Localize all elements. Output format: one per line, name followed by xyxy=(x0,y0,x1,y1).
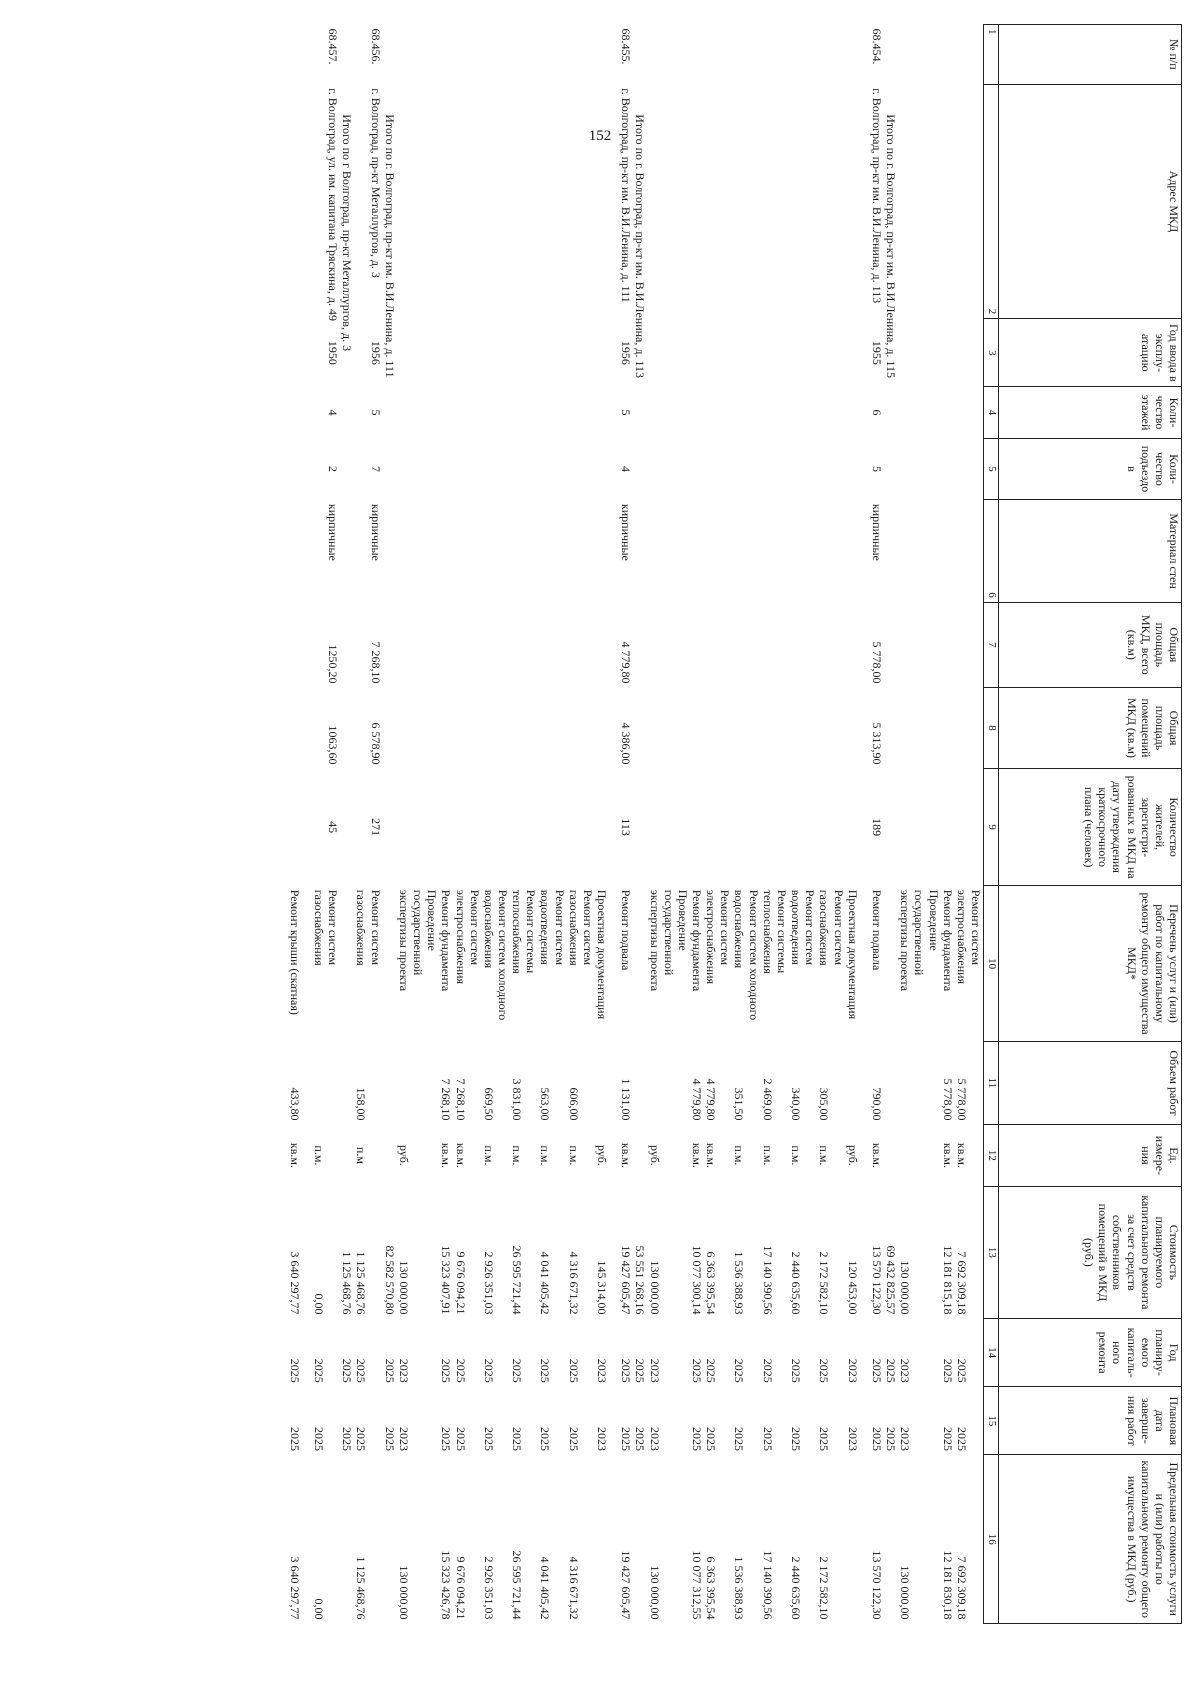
unit: руб. xyxy=(595,1145,610,1166)
repair-cost: 9 676 094,21 xyxy=(453,1251,468,1315)
completion-year: 2025 xyxy=(439,1426,454,1451)
repair-year: 2025 xyxy=(704,1358,719,1383)
repair-year: 2025 xyxy=(869,1358,884,1383)
total-label: Итого по г Волгоград, пр-кт Металлургов, д. 3 xyxy=(340,114,355,352)
total-row xyxy=(884,25,898,1624)
repair-cost: 2 440 635,60 xyxy=(789,1251,804,1315)
repair-cost: 13 570 122,30 xyxy=(869,1245,884,1315)
work-name: Ремонт систем газоснабжения xyxy=(817,889,846,966)
total-cost: 53 551 268,16 xyxy=(633,1245,648,1315)
total-area: 7 268,10 xyxy=(368,641,383,684)
column-number: 5 xyxy=(984,438,999,500)
row-number: 68.457. xyxy=(326,28,341,65)
repair-cost: 1 536 388,93 xyxy=(732,1251,747,1315)
floors: 5 xyxy=(619,409,634,416)
capital-repair-table xyxy=(288,24,1182,1624)
completion-year: 2023 xyxy=(396,1426,411,1451)
limit-cost: 6 363 395,54 xyxy=(704,1556,719,1620)
table-row xyxy=(354,25,382,1624)
repair-year: 2023 xyxy=(647,1358,662,1383)
unit: п.м. xyxy=(481,1145,496,1166)
repair-cost: 26 595 721,44 xyxy=(510,1245,525,1315)
work-name: Ремонт систем газоснабжения xyxy=(354,889,383,966)
table-row xyxy=(647,25,689,1624)
work-name: Проектная документация xyxy=(845,889,860,1020)
table-row xyxy=(510,25,538,1624)
repair-year: 2025 xyxy=(940,1358,955,1383)
column-number: 4 xyxy=(984,387,999,438)
column-header: Общая площадь помещений МКД (кв.м) xyxy=(999,687,1182,768)
total-cost: 82 582 570,80 xyxy=(382,1245,397,1315)
repair-cost: 130 000,00 xyxy=(647,1260,662,1315)
completion-year: 2025 xyxy=(566,1426,581,1451)
work-volume: 606,00 xyxy=(566,1087,581,1121)
column-number: 1 xyxy=(984,25,999,85)
unit: кв.м. xyxy=(954,1142,969,1168)
limit-cost: 1 536 388,93 xyxy=(732,1556,747,1620)
column-number: 8 xyxy=(984,687,999,768)
table-row xyxy=(453,25,481,1624)
floors: 4 xyxy=(326,409,341,416)
limit-cost: 9 676 094,21 xyxy=(453,1556,468,1620)
repair-year: 2023 xyxy=(845,1358,860,1383)
repair-year: 2025 xyxy=(789,1358,804,1383)
column-number: 2 xyxy=(984,84,999,319)
completion-year: 2025 xyxy=(481,1426,496,1451)
completion-year: 2025 xyxy=(453,1426,468,1451)
repair-cost: 4 041 405,42 xyxy=(538,1251,553,1315)
work-volume: 1 131,00 xyxy=(619,1078,634,1121)
limit-cost: 0,00 xyxy=(311,1598,326,1620)
total-area: 4 779,80 xyxy=(619,641,634,684)
repair-year: 2025 xyxy=(538,1358,553,1383)
rotated-page xyxy=(32,24,1182,1624)
table-row xyxy=(439,25,453,1624)
table-row xyxy=(898,25,940,1624)
completion-year: 2025 xyxy=(510,1426,525,1451)
table-row xyxy=(817,25,845,1624)
column-header: Плановая дата заверше-ния работ xyxy=(999,1387,1182,1455)
completion-year: 2025 xyxy=(538,1426,553,1451)
completion-year: 2025 xyxy=(954,1426,969,1451)
repair-cost: 0,00 xyxy=(311,1293,326,1315)
row-number: 68.456. xyxy=(368,28,383,65)
column-number: 7 xyxy=(984,602,999,687)
wall-material: кирпичные xyxy=(326,503,341,561)
repair-cost: 6 363 395,54 xyxy=(704,1251,719,1315)
repair-cost: 130 000,00 xyxy=(898,1260,913,1315)
repair-year: 2025 xyxy=(954,1358,969,1383)
column-number: 16 xyxy=(984,1455,999,1624)
repair-year: 2025 xyxy=(619,1358,634,1383)
unit: руб. xyxy=(845,1145,860,1166)
total-label: Итого по г. Волгоград, пр-кт им. В.И.Ленина, д. 115 xyxy=(884,114,899,379)
year-built: 1956 xyxy=(619,340,634,365)
total-row xyxy=(633,25,647,1624)
column-header: № п/п xyxy=(999,25,1182,85)
work-name: Ремонт систем газоснабжения xyxy=(311,889,341,966)
unit: п.м. xyxy=(789,1145,804,1166)
limit-cost: 13 570 122,30 xyxy=(869,1550,884,1620)
completion-year: 2025 xyxy=(287,1426,302,1451)
column-header: Коли-чество этажей xyxy=(999,387,1182,438)
unit: кв.м. xyxy=(704,1142,719,1168)
residents: 45 xyxy=(326,821,341,834)
completion-year: 2025 xyxy=(760,1426,775,1451)
table-row xyxy=(482,25,510,1624)
limit-cost: 130 000,00 xyxy=(898,1565,913,1620)
work-volume: 7 268,10 xyxy=(439,1078,454,1121)
completion-year: 2025 xyxy=(817,1426,832,1451)
repair-cost: 2 172 582,10 xyxy=(817,1251,832,1315)
total-cost: 69 432 825,57 xyxy=(884,1245,899,1315)
unit: п.м. xyxy=(760,1145,775,1166)
repair-cost: 12 181 815,18 xyxy=(940,1245,955,1315)
work-name: Ремонт систем электроснабжения xyxy=(453,889,482,985)
wall-material: кирпичные xyxy=(368,503,383,561)
work-name: Ремонт систем газоснабжения xyxy=(566,889,595,966)
column-number: 12 xyxy=(984,1125,999,1187)
completion-year: 2025 xyxy=(340,1426,355,1451)
repair-year: 2025 xyxy=(311,1358,326,1383)
repair-year: 2025 xyxy=(287,1358,302,1383)
completion-year: 2025 xyxy=(940,1426,955,1451)
repair-cost: 145 314,00 xyxy=(595,1260,610,1315)
repair-year: 2025 xyxy=(760,1358,775,1383)
column-number: 3 xyxy=(984,319,999,387)
column-header: Перечень услуг и (или) работ по капитальному ремонту общего имущества МКД* xyxy=(999,886,1182,1042)
row-number: 68.454. xyxy=(869,28,884,65)
year-built: 1955 xyxy=(869,340,884,365)
unit: п.м xyxy=(354,1146,369,1164)
completion-year: 2023 xyxy=(595,1426,610,1451)
premises-area: 4 386,00 xyxy=(619,722,634,765)
repair-cost: 10 077 300,14 xyxy=(690,1245,705,1315)
table-row xyxy=(761,25,789,1624)
total-row xyxy=(340,25,354,1624)
completion-year: 2025 xyxy=(704,1426,719,1451)
repair-year: 2025 xyxy=(382,1358,397,1383)
unit: кв.м. xyxy=(453,1142,468,1168)
unit: кв.м. xyxy=(287,1142,302,1168)
limit-cost: 2 172 582,10 xyxy=(817,1556,832,1620)
work-volume: 3 831,00 xyxy=(510,1078,525,1121)
year-built: 1956 xyxy=(368,340,383,365)
column-number: 15 xyxy=(984,1387,999,1455)
premises-area: 1063,60 xyxy=(326,725,341,765)
total-area: 5 778,00 xyxy=(869,641,884,684)
table-row xyxy=(619,25,633,1624)
table-row xyxy=(312,25,340,1624)
work-name: Проведение государственной экспертизы проекта xyxy=(396,889,440,992)
building-address: г. Волгоград, ул. им. капитана Тряскина, д. 49 xyxy=(326,88,341,321)
repair-cost: 19 427 605,47 xyxy=(619,1245,634,1315)
repair-year: 2025 xyxy=(453,1358,468,1383)
repair-cost: 7 692 309,18 xyxy=(954,1251,969,1315)
completion-year: 2023 xyxy=(898,1426,913,1451)
column-number: 11 xyxy=(984,1041,999,1124)
column-number: 14 xyxy=(984,1319,999,1387)
repair-year: 2025 xyxy=(481,1358,496,1383)
completion-year: 2025 xyxy=(633,1426,648,1451)
completion-year: 2025 xyxy=(382,1426,397,1451)
column-header: Год планиру-емого капиталь-ного ремонта xyxy=(999,1319,1182,1387)
limit-cost: 19 427 605,47 xyxy=(619,1550,634,1620)
repair-year: 2025 xyxy=(354,1358,369,1383)
work-name: Проектная документация xyxy=(595,889,610,1020)
completion-year: 2025 xyxy=(311,1426,326,1451)
limit-cost: 17 140 390,56 xyxy=(760,1550,775,1620)
work-volume: 351,50 xyxy=(732,1087,747,1121)
column-number: 10 xyxy=(984,886,999,1042)
unit: п.м. xyxy=(538,1145,553,1166)
repair-year: 2025 xyxy=(690,1358,705,1383)
repair-year: 2025 xyxy=(566,1358,581,1383)
building-address: г. Волгоград, пр-кт им. В.И.Ленина, д. 111 xyxy=(619,88,634,303)
limit-cost: 130 000,00 xyxy=(647,1565,662,1620)
unit: п.м. xyxy=(311,1145,326,1166)
repair-year: 2025 xyxy=(510,1358,525,1383)
repair-cost: 120 453,00 xyxy=(845,1260,860,1315)
column-header: Стоимость планируемого капитального ремонта за счет средств собственников помещений в МКД (руб.) xyxy=(999,1186,1182,1318)
completion-year: 2025 xyxy=(869,1426,884,1451)
column-number: 13 xyxy=(984,1186,999,1318)
table-header-row xyxy=(999,25,1182,1624)
completion-year: 2025 xyxy=(690,1426,705,1451)
work-volume: 7 268,10 xyxy=(453,1078,468,1121)
completion-year: 2025 xyxy=(884,1426,899,1451)
repair-year: 2025 xyxy=(732,1358,747,1383)
repair-cost: 17 140 390,56 xyxy=(760,1245,775,1315)
table-row xyxy=(955,25,984,1624)
repair-cost: 1 125 468,76 xyxy=(354,1251,369,1315)
repair-year: 2025 xyxy=(633,1358,648,1383)
limit-cost: 12 181 830,18 xyxy=(940,1550,955,1620)
repair-cost: 2 926 351,03 xyxy=(481,1251,496,1315)
unit: руб. xyxy=(647,1145,662,1166)
wall-material: кирпичные xyxy=(619,503,634,561)
column-number: 6 xyxy=(984,500,999,602)
work-name: Ремонт систем холодного водоснабжения xyxy=(732,889,761,1021)
repair-year: 2025 xyxy=(340,1358,355,1383)
work-volume: 5 778,00 xyxy=(940,1078,955,1121)
repair-year: 2023 xyxy=(898,1358,913,1383)
entrances: 2 xyxy=(326,465,341,472)
limit-cost: 3 640 297,77 xyxy=(287,1556,302,1620)
building-address: г. Волгоград, пр-кт им. В.И.Ленина, д. 113 xyxy=(869,88,884,304)
column-header: Материал стен xyxy=(999,500,1182,602)
floors: 6 xyxy=(869,409,884,416)
table-row xyxy=(567,25,595,1624)
limit-cost: 2 926 351,03 xyxy=(481,1556,496,1620)
unit: п.м. xyxy=(732,1145,747,1166)
work-name: Ремонт систем холодного водоснабжения xyxy=(481,889,510,1021)
column-header: Год ввода в эксплу-атацию xyxy=(999,319,1182,387)
table-row xyxy=(870,25,884,1624)
residents: 189 xyxy=(869,818,884,837)
work-name: Ремонт крыши (скатная) xyxy=(287,889,302,1015)
column-number: 9 xyxy=(984,769,999,886)
work-name: Ремонт системы теплоснабжения xyxy=(760,889,789,974)
unit: п.м. xyxy=(566,1145,581,1166)
limit-cost: 26 595 721,44 xyxy=(510,1550,525,1620)
work-volume: 433,80 xyxy=(287,1087,302,1121)
unit: кв.м. xyxy=(439,1142,454,1168)
unit: кв.м. xyxy=(940,1142,955,1168)
work-volume: 340,00 xyxy=(789,1087,804,1121)
residents: 271 xyxy=(368,818,383,837)
total-cost: 1 125 468,76 xyxy=(340,1251,355,1315)
column-header: Предельная стоимость услуги и (или) работы по капитальному ремонту общего имущества в МКД (руб.) xyxy=(999,1455,1182,1624)
repair-year: 2023 xyxy=(396,1358,411,1383)
repair-cost: 15 323 407,91 xyxy=(439,1245,454,1315)
completion-year: 2023 xyxy=(845,1426,860,1451)
limit-cost: 2 440 635,60 xyxy=(789,1556,804,1620)
table-row xyxy=(397,25,439,1624)
completion-year: 2025 xyxy=(619,1426,634,1451)
total-label: Итого по г. Волгоград, пр-кт им. В.И.Ленина, д. 113 xyxy=(633,114,648,379)
limit-cost: 4 316 671,32 xyxy=(566,1556,581,1620)
work-name: Ремонт подвала xyxy=(869,889,884,971)
work-name: Ремонт фундамента xyxy=(690,889,705,992)
unit: п.м. xyxy=(510,1145,525,1166)
work-name: Ремонт систем водоотведения xyxy=(538,889,567,966)
premises-area: 5 313,90 xyxy=(869,722,884,765)
table-row xyxy=(732,25,760,1624)
column-header: Коли-чество подъездо в xyxy=(999,438,1182,500)
unit: кв.м. xyxy=(869,1142,884,1168)
column-header: Адрес МКД xyxy=(999,84,1182,319)
limit-cost: 7 692 309,18 xyxy=(954,1556,969,1620)
building-address: г. Волгоград, пр-кт Металлургов, д. 3 xyxy=(368,88,383,278)
work-volume: 2 469,00 xyxy=(760,1078,775,1121)
repair-year: 2025 xyxy=(439,1358,454,1383)
table-row xyxy=(595,25,619,1624)
table-row xyxy=(846,25,870,1624)
limit-cost: 15 323 426,78 xyxy=(439,1550,454,1620)
table-row xyxy=(789,25,817,1624)
work-volume: 790,00 xyxy=(869,1087,884,1121)
repair-cost: 3 640 297,77 xyxy=(287,1251,302,1315)
page-number: 152 xyxy=(588,128,612,144)
table-row xyxy=(690,25,704,1624)
completion-year: 2025 xyxy=(789,1426,804,1451)
work-name: Ремонт системы теплоснабжения xyxy=(510,889,539,974)
work-name: Ремонт систем водоотведения xyxy=(789,889,818,966)
work-name: Ремонт систем электроснабжения xyxy=(704,889,733,985)
total-area: 1250,20 xyxy=(326,644,341,684)
column-header: Объем работ xyxy=(999,1041,1182,1124)
unit: кв.м. xyxy=(619,1142,634,1168)
year-built: 1950 xyxy=(326,340,341,365)
repair-year: 2025 xyxy=(817,1358,832,1383)
column-number-row xyxy=(984,25,999,1624)
premises-area: 6 578,90 xyxy=(368,722,383,765)
entrances: 7 xyxy=(368,465,383,472)
repair-year: 2023 xyxy=(595,1358,610,1383)
work-volume: 158,00 xyxy=(354,1087,369,1121)
repair-cost: 4 316 671,32 xyxy=(566,1251,581,1315)
limit-cost: 4 041 405,42 xyxy=(538,1556,553,1620)
entrances: 4 xyxy=(619,465,634,472)
work-volume: 669,50 xyxy=(481,1087,496,1121)
work-name: Ремонт фундамента xyxy=(940,889,955,992)
row-number: 68.455. xyxy=(619,28,634,65)
table-row xyxy=(941,25,955,1624)
repair-year: 2025 xyxy=(884,1358,899,1383)
table-row xyxy=(704,25,732,1624)
work-volume: 563,00 xyxy=(538,1087,553,1121)
limit-cost: 130 000,00 xyxy=(396,1565,411,1620)
repair-cost: 130 000,00 xyxy=(396,1260,411,1315)
completion-year: 2025 xyxy=(354,1426,369,1451)
column-header: Ед. измере-ния xyxy=(999,1125,1182,1187)
column-header: Количество жителей, зарегистри-рованных в МКД на дату утверждения краткосрочного плана (человек) xyxy=(999,769,1182,886)
unit: кв.м. xyxy=(690,1142,705,1168)
work-volume: 4 779,80 xyxy=(690,1078,705,1121)
unit: п.м. xyxy=(817,1145,832,1166)
work-name: Проведение государственной экспертизы проекта xyxy=(898,889,941,992)
column-header: Общая площадь МКД, всего (кв.м) xyxy=(999,602,1182,687)
work-name: Ремонт подвала xyxy=(619,889,634,971)
wall-material: кирпичные xyxy=(869,503,884,561)
limit-cost: 1 125 468,76 xyxy=(354,1556,369,1620)
work-volume: 4 779,80 xyxy=(704,1078,719,1121)
total-row xyxy=(383,25,397,1624)
unit xyxy=(898,1125,940,1187)
table-row xyxy=(538,25,566,1624)
completion-year: 2023 xyxy=(647,1426,662,1451)
floors: 5 xyxy=(368,409,383,416)
work-volume: 305,00 xyxy=(817,1087,832,1121)
work-name: Проведение государственной экспертизы проекта xyxy=(647,889,690,992)
total-label: Итого по г. Волгоград, пр-кт им. В.И.Ленина, д. 111 xyxy=(382,114,397,378)
work-name: Ремонт систем электроснабжения xyxy=(954,889,983,985)
limit-cost: 10 077 312,55 xyxy=(690,1550,705,1620)
work-volume: 5 778,00 xyxy=(954,1078,969,1121)
residents: 113 xyxy=(619,818,634,836)
unit: руб. xyxy=(396,1145,411,1166)
completion-year: 2025 xyxy=(732,1426,747,1451)
entrances: 5 xyxy=(869,465,884,472)
work-name: Ремонт фундамента xyxy=(439,889,454,992)
table-row xyxy=(288,25,312,1624)
